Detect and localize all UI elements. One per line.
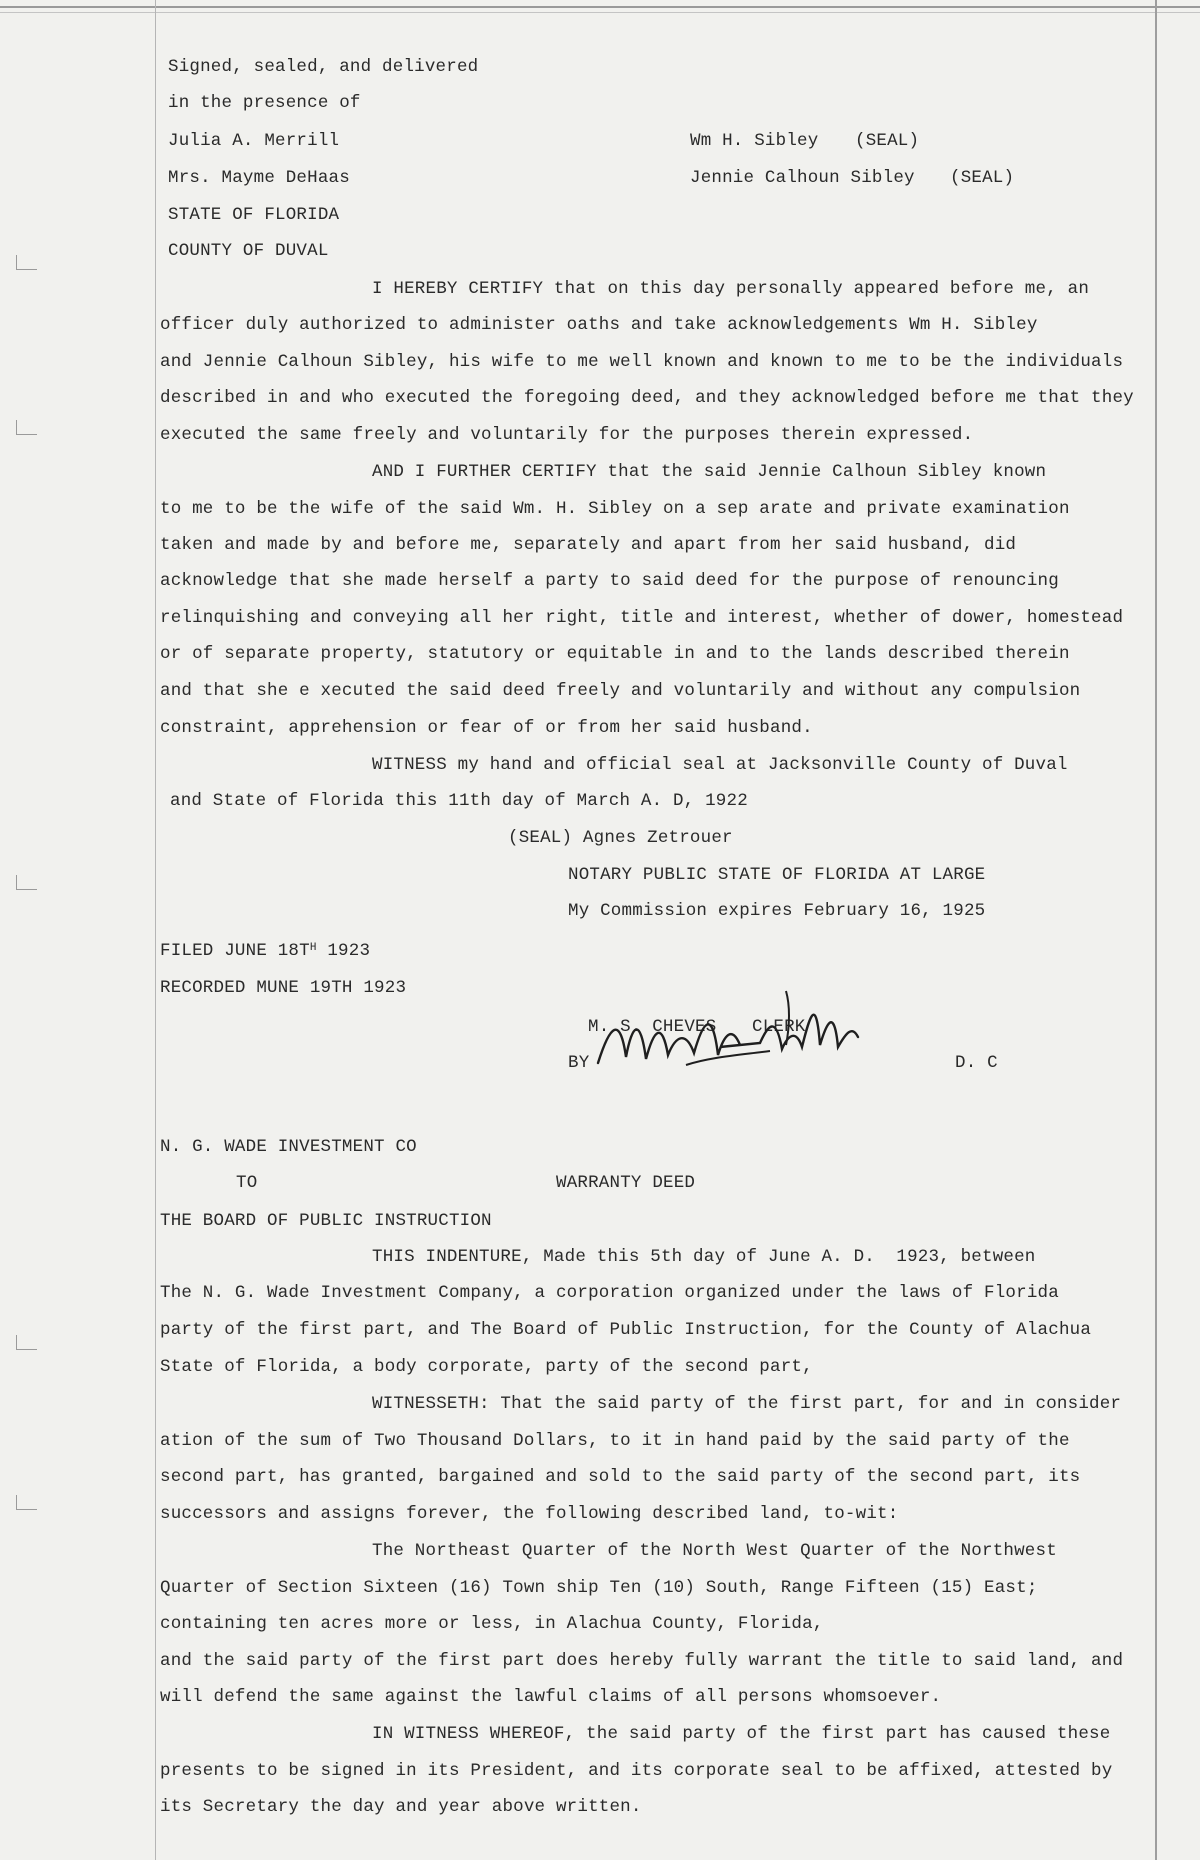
paragraph-line: or of separate property, statutory or equitable in and to the lands described therein [160,644,1070,664]
grantee-heading: THE BOARD OF PUBLIC INSTRUCTION [160,1211,492,1231]
binder-mark [16,1495,37,1510]
to-heading: TO [236,1173,258,1193]
notary-title: NOTARY PUBLIC STATE OF FLORIDA AT LARGE [568,865,986,885]
paragraph-line: taken and made by and before me, separately and apart from her said husband, did [160,535,1017,555]
notary-signature: (SEAL) Agnes Zetrouer [508,828,733,848]
binder-mark [16,875,37,890]
recorded-line: RECORDED MUNE 19TH 1923 [160,978,407,998]
paragraph-line: described in and who executed the foregoing deed, and they acknowledged before me that they [160,388,1134,408]
witness-name: Mrs. Mayme DeHaas [168,168,350,188]
paragraph-line: THIS INDENTURE, Made this 5th day of June A. D. 1923, between [372,1247,1036,1267]
paragraph-line: acknowledge that she made herself a party to said deed for the purpose of renouncing [160,571,1059,591]
paragraph-line: will defend the same against the lawful claims of all persons whomsoever. [160,1687,942,1707]
deputy-clerk-label: D. C [955,1053,998,1073]
presence-line: in the presence of [168,93,361,113]
paragraph-line: officer duly authorized to administer oaths and take acknowledgements Wm H. Sibley [160,315,1038,335]
paragraph-line: ation of the sum of Two Thousand Dollars, to it in hand paid by the said party of the [160,1431,1070,1451]
seal-label: (SEAL) [855,131,920,151]
binder-mark [16,420,37,435]
paragraph-line: executed the same freely and voluntarily for the purposes therein expressed. [160,425,974,445]
paragraph-line: relinquishing and conveying all her right, title and interest, whether of dower, homestead [160,608,1124,628]
witness-name: Julia A. Merrill [168,131,340,151]
county-line: COUNTY OF DUVAL [168,241,329,261]
paragraph-line: IN WITNESS WHEREOF, the said party of the first part has caused these [372,1724,1111,1744]
paragraph-line: presents to be signed in its President, and its corporate seal to be affixed, attested by [160,1761,1113,1781]
left-margin-rule [155,0,156,1860]
paragraph-line: constraint, apprehension or fear of or from her said husband. [160,718,813,738]
clerk-name: M. S. CHEVES [588,1017,717,1037]
paragraph-line: WITNESS my hand and official seal at Jacksonville County of Duval [372,755,1068,775]
top-border-inner [0,12,1200,13]
right-margin-rule [1155,0,1157,1860]
binder-mark [16,1335,37,1350]
paragraph-line: AND I FURTHER CERTIFY that the said Jennie Calhoun Sibley known [372,462,1047,482]
paragraph-line: The N. G. Wade Investment Company, a corporation organized under the laws of Florida [160,1283,1059,1303]
filed-year: 1923 [316,941,371,961]
binder-mark [16,255,37,270]
paragraph-line: The Northeast Quarter of the North West Quarter of the Northwest [372,1541,1057,1561]
commission-line: My Commission expires February 16, 1925 [568,901,986,921]
deputy-clerk-signature [590,985,890,1085]
paragraph-line: and Jennie Calhoun Sibley, his wife to me well known and known to me to be the individuals [160,352,1124,372]
clerk-title: CLERK [752,1017,806,1037]
state-line: STATE OF FLORIDA [168,205,340,225]
filed-superscript: H [309,942,317,954]
paragraph-line: and that she e xecuted the said deed freely and voluntarily and without any compulsion [160,681,1081,701]
paragraph-line: and State of Florida this 11th day of March A. D, 1922 [170,791,748,811]
signer-name: Wm H. Sibley [690,131,819,151]
paragraph-line: second part, has granted, bargained and sold to the said party of the second part, its [160,1467,1081,1487]
signer-name: Jennie Calhoun Sibley [690,168,915,188]
top-border [0,6,1200,8]
paragraph-line: and the said party of the first part does hereby fully warrant the title to said land, and [160,1651,1124,1671]
signed-line: Signed, sealed, and delivered [168,57,479,77]
paragraph-line: State of Florida, a body corporate, party of the second part, [160,1357,813,1377]
paragraph-line: successors and assigns forever, the following described land, to-wit: [160,1504,899,1524]
deed-type-heading: WARRANTY DEED [556,1173,696,1193]
paragraph-line: its Secretary the day and year above written. [160,1797,642,1817]
grantor-heading: N. G. WADE INVESTMENT CO [160,1137,417,1157]
filed-text: FILED JUNE 18T [160,941,310,961]
paragraph-line: WITNESSETH: That the said party of the first part, for and in consider [372,1394,1122,1414]
seal-label: (SEAL) [950,168,1015,188]
filed-line [160,940,370,962]
paragraph-line: Quarter of Section Sixteen (16) Town ship Ten (10) South, Range Fifteen (15) East; [160,1578,1038,1598]
paragraph-line: party of the first part, and The Board of Public Instruction, for the County of Alachua [160,1320,1092,1340]
by-label: BY [568,1053,590,1073]
paragraph-line: containing ten acres more or less, in Alachua County, Florida, [160,1614,824,1634]
paragraph-line: I HEREBY CERTIFY that on this day personally appeared before me, an [372,279,1090,299]
paragraph-line: to me to be the wife of the said Wm. H. Sibley on a sep arate and private examination [160,499,1070,519]
